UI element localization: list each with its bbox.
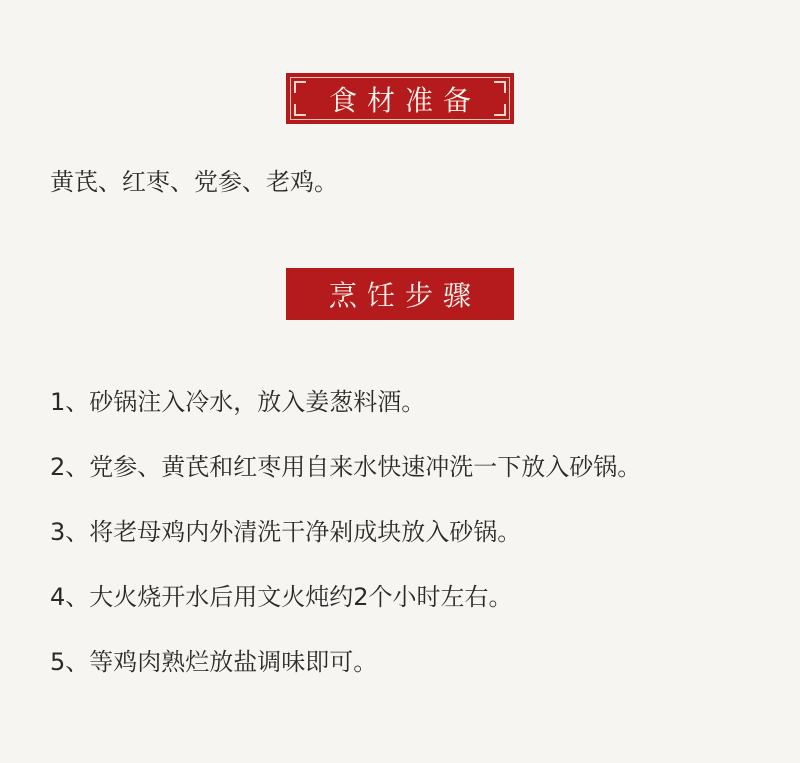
steps-list (50, 385, 641, 710)
step-item: 1、砂锅注入冷水，放入姜葱料酒。 (50, 388, 426, 416)
banner-corner-ornament (294, 81, 306, 93)
steps-title: 烹饪步骤 (328, 279, 481, 312)
banner-corner-ornament (494, 104, 506, 116)
banner-corner-ornament (294, 104, 306, 116)
banner-corner-ornament (494, 81, 506, 93)
step-item: 4、大火烧开水后用文火炖约2个小时左右。 (50, 583, 513, 611)
ingredients-title: 食材准备 (328, 83, 481, 117)
step-item: 2、党参、黄芪和红枣用自来水快速冲洗一下放入砂锅。 (50, 453, 642, 481)
steps-banner (286, 268, 514, 320)
ingredients-banner (286, 73, 514, 124)
ingredients-text: 黄芪、红枣、党参、老鸡。 (50, 168, 338, 196)
step-item: 3、将老母鸡内外清洗干净剁成块放入砂锅。 (50, 518, 522, 546)
step-item: 5、等鸡肉熟烂放盐调味即可。 (50, 648, 378, 676)
